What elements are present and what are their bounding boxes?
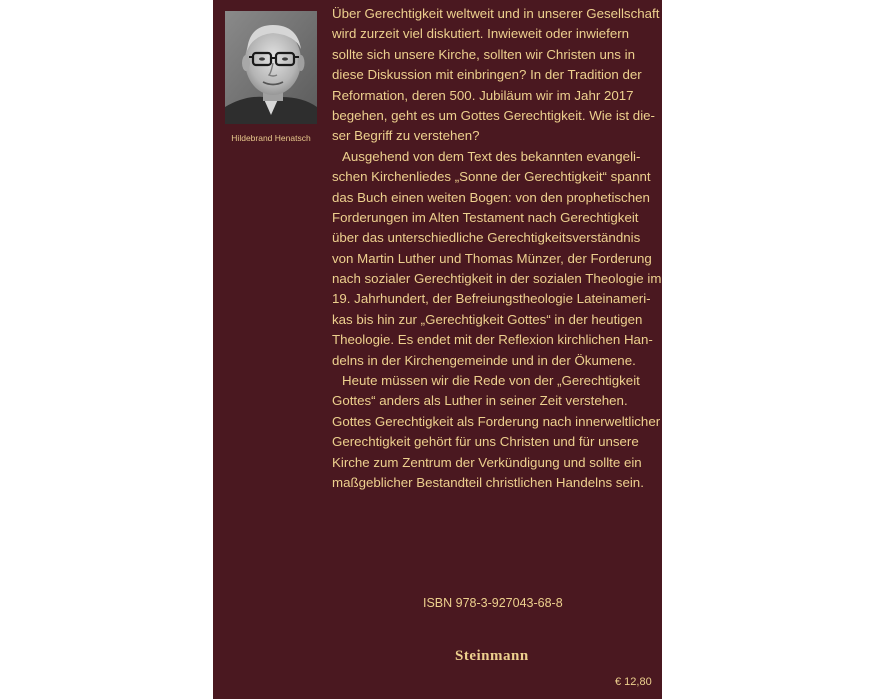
blurb-line: 19. Jahrhundert, der Befreiungstheologie Lateinameri- <box>332 291 651 307</box>
blurb-line: Ausgehend von dem Text des bekannten evangeli- <box>342 148 641 164</box>
blurb-line: Über Gerechtigkeit weltweit und in unserer Gesellschaft <box>332 6 660 21</box>
author-photo <box>225 11 317 124</box>
blurb-line: Gottes“ anders als Luther in seiner Zeit verstehen. <box>332 393 628 409</box>
blurb-line: sollte sich unsere Kirche, sollten wir Christen uns in <box>332 46 636 62</box>
blurb-line: Gottes Gerechtigkeit als Forderung nach innerweltlicher <box>332 413 661 429</box>
blurb-line: von Martin Luther und Thomas Münzer, der Forderung <box>332 250 652 266</box>
blurb-line: delns in der Kirchengemeinde und in der Ökumene. <box>332 352 636 368</box>
blurb-line: Kirche zum Zentrum der Verkündigung und sollte ein <box>332 454 642 470</box>
blurb-line: Forderungen im Alten Testament nach Gerechtigkeit <box>332 209 639 225</box>
blurb-line: maßgeblicher Bestandteil christlichen Handelns sein. <box>332 474 644 490</box>
blurb-text <box>332 4 662 493</box>
blurb-line: über das unterschiedliche Gerechtigkeitsverständnis <box>332 230 641 246</box>
blurb-line: Theologie. Es endet mit der Reflexion kirchlichen Han- <box>332 332 653 348</box>
price-label: € 12,80 <box>615 676 652 688</box>
blurb-line: ser Begriff zu verstehen? <box>332 128 480 144</box>
blurb-line: begehen, geht es um Gottes Gerechtigkeit. Wie ist die- <box>332 107 655 123</box>
isbn-number: ISBN 978-3-927043-68-8 <box>423 596 563 610</box>
blurb-line: schen Kirchenliedes „Sonne der Gerechtigkeit“ spannt <box>332 169 651 185</box>
blurb-line: Heute müssen wir die Rede von der „Gerechtigkeit <box>342 373 640 389</box>
publisher-name: Steinmann <box>455 648 529 664</box>
book-back-cover <box>213 0 662 699</box>
blurb-line: nach sozialer Gerechtigkeit in der sozialen Theologie im <box>332 271 662 287</box>
blurb-line: wird zurzeit viel diskutiert. Inwieweit oder inwiefern <box>332 26 630 42</box>
blurb-line: Gerechtigkeit gehört für uns Christen und für unsere <box>332 434 639 450</box>
author-name: Hildebrand Henatsch <box>231 133 311 143</box>
blurb-line: das Buch einen weiten Bogen: von den prophetischen <box>332 189 650 205</box>
blurb-line: kas bis hin zur „Gerechtigkeit Gottes“ in der heutigen <box>332 311 643 327</box>
blurb-line: diese Diskussion mit einbringen? In der Tradition der <box>332 67 642 83</box>
blurb-line: Reformation, deren 500. Jubiläum wir im Jahr 2017 <box>332 87 634 103</box>
